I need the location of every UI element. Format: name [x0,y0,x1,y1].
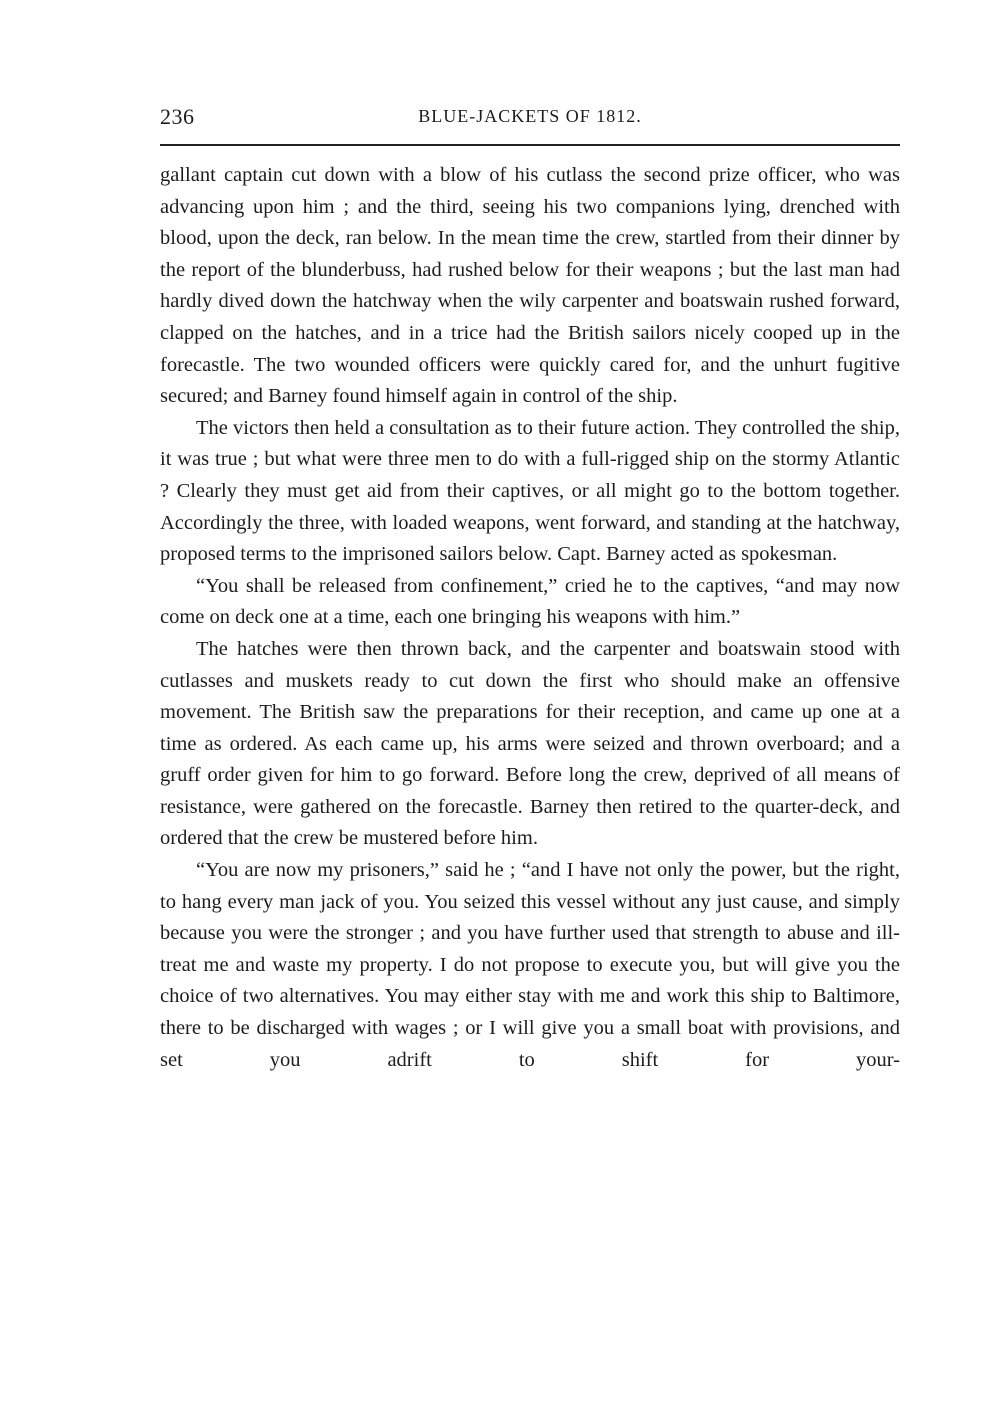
paragraph-2: The victors then held a consultation as to their future action. They controlled the ship, it was true ; but what were three men to do with a full-rigged ship on the stormy Atlantic ? Clearly they must get aid from their captives, or all might go to the bottom together. Accordingly the three, with loaded weapons, went forward, and standing at the hatchway, proposed terms to the imprisoned sailors below. Capt. Barney acted as spokesman. [160,416,900,566]
running-head: BLUE-JACKETS OF 1812. [418,106,642,126]
header-rule [160,144,900,146]
page-number: 236 [160,104,195,129]
paragraph-1: gallant captain cut down with a blow of his cutlass the second prize officer, who was advancing upon him ; and the third, seeing his two companions lying, drenched with blood, upon the deck, ran below. In the mean time the crew, startled from their dinner by the report of the blunderbuss, had rushed below for their weapons ; but the last man had hardly dived down the hatchway when the wily carpenter and boatswain rushed forward, clapped on the hatches, and in a trice had the British sailors nicely cooped up in the forecastle. The two wounded officers were quickly cared for, and the unhurt fugitive secured; and Barney found himself again in control of the ship. [160,164,900,408]
paragraph-5: “You are now my prisoners,” said he ; “and I have not only the power, but the right, to hang every man jack of you. You seized this vessel without any just cause, and simply because you were the stronger ; and you have further used that strength to abuse and ill-treat me and waste my property. I do not propose to execute you, but will give you the choice of two alternatives. You may either stay with me and work this ship to Baltimore, there to be discharged with wages ; or I will give you a small boat with provisions, and set you adrift to shift for your- [160,859,900,1071]
paragraph-3: “You shall be released from confinement,” cried he to the captives, “and may now come on deck one at a time, each one bringing his weapons with him.” [160,574,900,629]
paragraph-4: The hatches were then thrown back, and the carpenter and boatswain stood with cutlasses and muskets ready to cut down the first who should make an offensive movement. The British saw the preparations for their reception, and came up one at a time as ordered. As each came up, his arms were seized and thrown overboard; and a gruff order given for him to go forward. Before long the crew, deprived of all means of resistance, were gathered on the forecastle. Barney then retired to the quarter-deck, and ordered that the crew be mustered before him. [160,637,900,850]
body-text [160,160,900,1076]
page-header [160,100,900,140]
